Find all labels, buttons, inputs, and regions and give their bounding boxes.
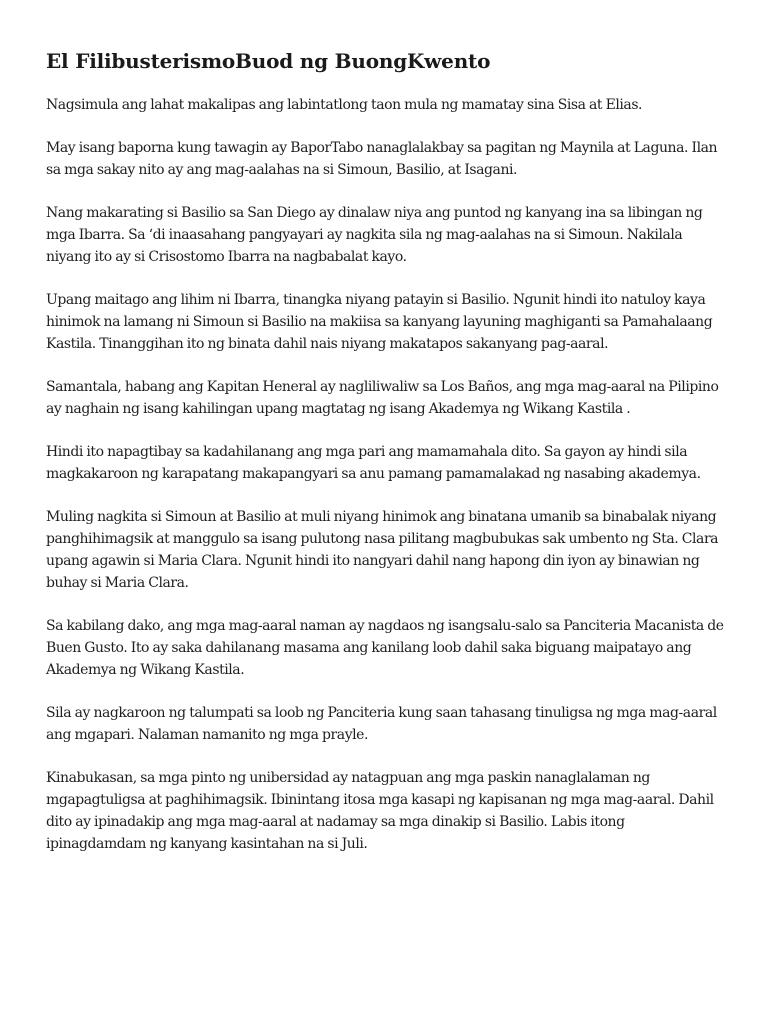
paragraph-8: Sa kabilang dako, ang mga mag-aaral naman ay nagdaos ng isangsalu-salo sa Panciteria Macanista de Buen Gusto. Ito ay saka dahilanang masama ang kanilang loob dahil saka biguang maipatayo ang Akademya ng Wikang Kastila.: [46, 618, 724, 678]
paragraph-3: Nang makarating si Basilio sa San Diego ay dinalaw niya ang puntod ng kanyang ina sa libingan ng mga Ibarra. Sa ‘di inaasahang pangyayari ay nagkita sila ng mag-aalahas na si Simoun. Nakilala niyang ito ay si Crisostomo Ibarra na nagbabalat kayo.: [46, 205, 703, 265]
paragraph-9: Sila ay nagkaroon ng talumpati sa loob ng Panciteria kung saan tahasang tinuligsa ng mga mag-aaral ang mgapari. Nalaman namanito ng mga prayle.: [46, 705, 717, 743]
paragraph-4: Upang maitago ang lihim ni Ibarra, tinangka niyang patayin si Basilio. Ngunit hindi ito natuloy kaya hinimok na lamang ni Simoun si Basilio na makiisa sa kanyang layuning maghiganti sa Pamahalaang Kastila. Tinanggihan ito ng binata dahil nais niyang makatapos sakanyang pag-aaral.: [46, 292, 713, 352]
paragraph-5: Samantala, habang ang Kapitan Heneral ay nagliliwaliw sa Los Baños, ang mga mag-aaral na Pilipino ay naghain ng isang kahilingan upang magtatag ng isang Akademya ng Wikang Kastila .: [46, 379, 719, 417]
paragraph-7: Muling nagkita si Simoun at Basilio at muli niyang hinimok ang binatana umanib sa binabalak niyang panghihimagsik at manggulo sa isang pulutong nasa pilitang magbubukas sak umbento ng Sta. Clara upang agawin si Maria Clara. Ngunit hindi ito nangyari dahil nang hapong din iyon ay binawian ng buhay si Maria Clara.: [46, 509, 719, 591]
paragraph-10: Kinabukasan, sa mga pinto ng unibersidad ay natagpuan ang mga paskin nanaglalaman ng mgapagtuligsa at paghihimagsik. Ibinintang itosa mga kasapi ng kapisanan ng mga mag-aaral. Dahil dito ay ipinadakip ang mga mag-aaral at nadamay sa mga dinakip si Basilio. Labis itong ipinagdamdam ng kanyang kasintahan na si Juli.: [46, 770, 714, 852]
paragraph-1: Nagsimula ang lahat makalipas ang labintatlong taon mula ng mamatay sina Sisa at Elias.: [46, 97, 643, 113]
paragraph-6: Hindi ito napagtibay sa kadahilanang ang mga pari ang mamamahala dito. Sa gayon ay hindi sila magkakaroon ng karapatang makapangyari sa anu pamang pamamalakad ng nasabing akademya.: [46, 444, 701, 482]
paragraph-2: May isang baporna kung tawagin ay BaporTabo nanaglalakbay sa pagitan ng Maynila at Laguna. Ilan sa mga sakay nito ay ang mag-aalahas na si Simoun, Basilio, at Isagani.: [46, 140, 718, 178]
document-title: El FilibusterismoBuod ng BuongKwento: [46, 49, 491, 73]
